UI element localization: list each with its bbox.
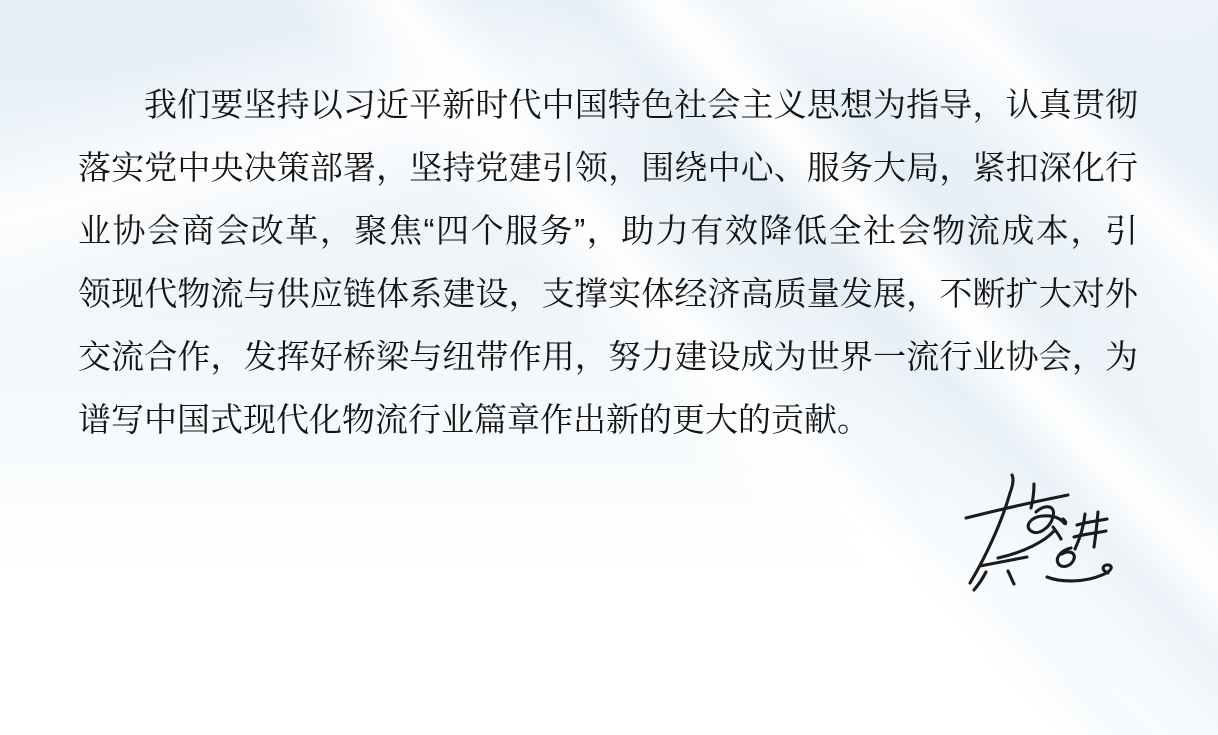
paragraph-line: 领现代物流与供应链体系建设，支撑实体经济高质量发展，不断扩大对外 xyxy=(78,275,1138,312)
quote-paragraph xyxy=(78,73,1138,451)
signature-handwriting-cai-jin xyxy=(950,470,1120,600)
paragraph-line: 谱写中国式现代化物流行业篇章作出新的更大的贡献。 xyxy=(78,401,870,438)
paragraph-line: 我们要坚持以习近平新时代中国特色社会主义思想为指导，认真贯彻 xyxy=(144,86,1138,123)
paragraph-line: 业协会商会改革，聚焦“四个服务”，助力有效降低全社会物流成本，引 xyxy=(78,212,1138,249)
paragraph-line: 落实党中央决策部署，坚持党建引领，围绕中心、服务大局，紧扣深化行 xyxy=(78,149,1138,186)
paragraph-line: 交流合作，发挥好桥梁与纽带作用，努力建设成为世界一流行业协会，为 xyxy=(78,338,1138,375)
